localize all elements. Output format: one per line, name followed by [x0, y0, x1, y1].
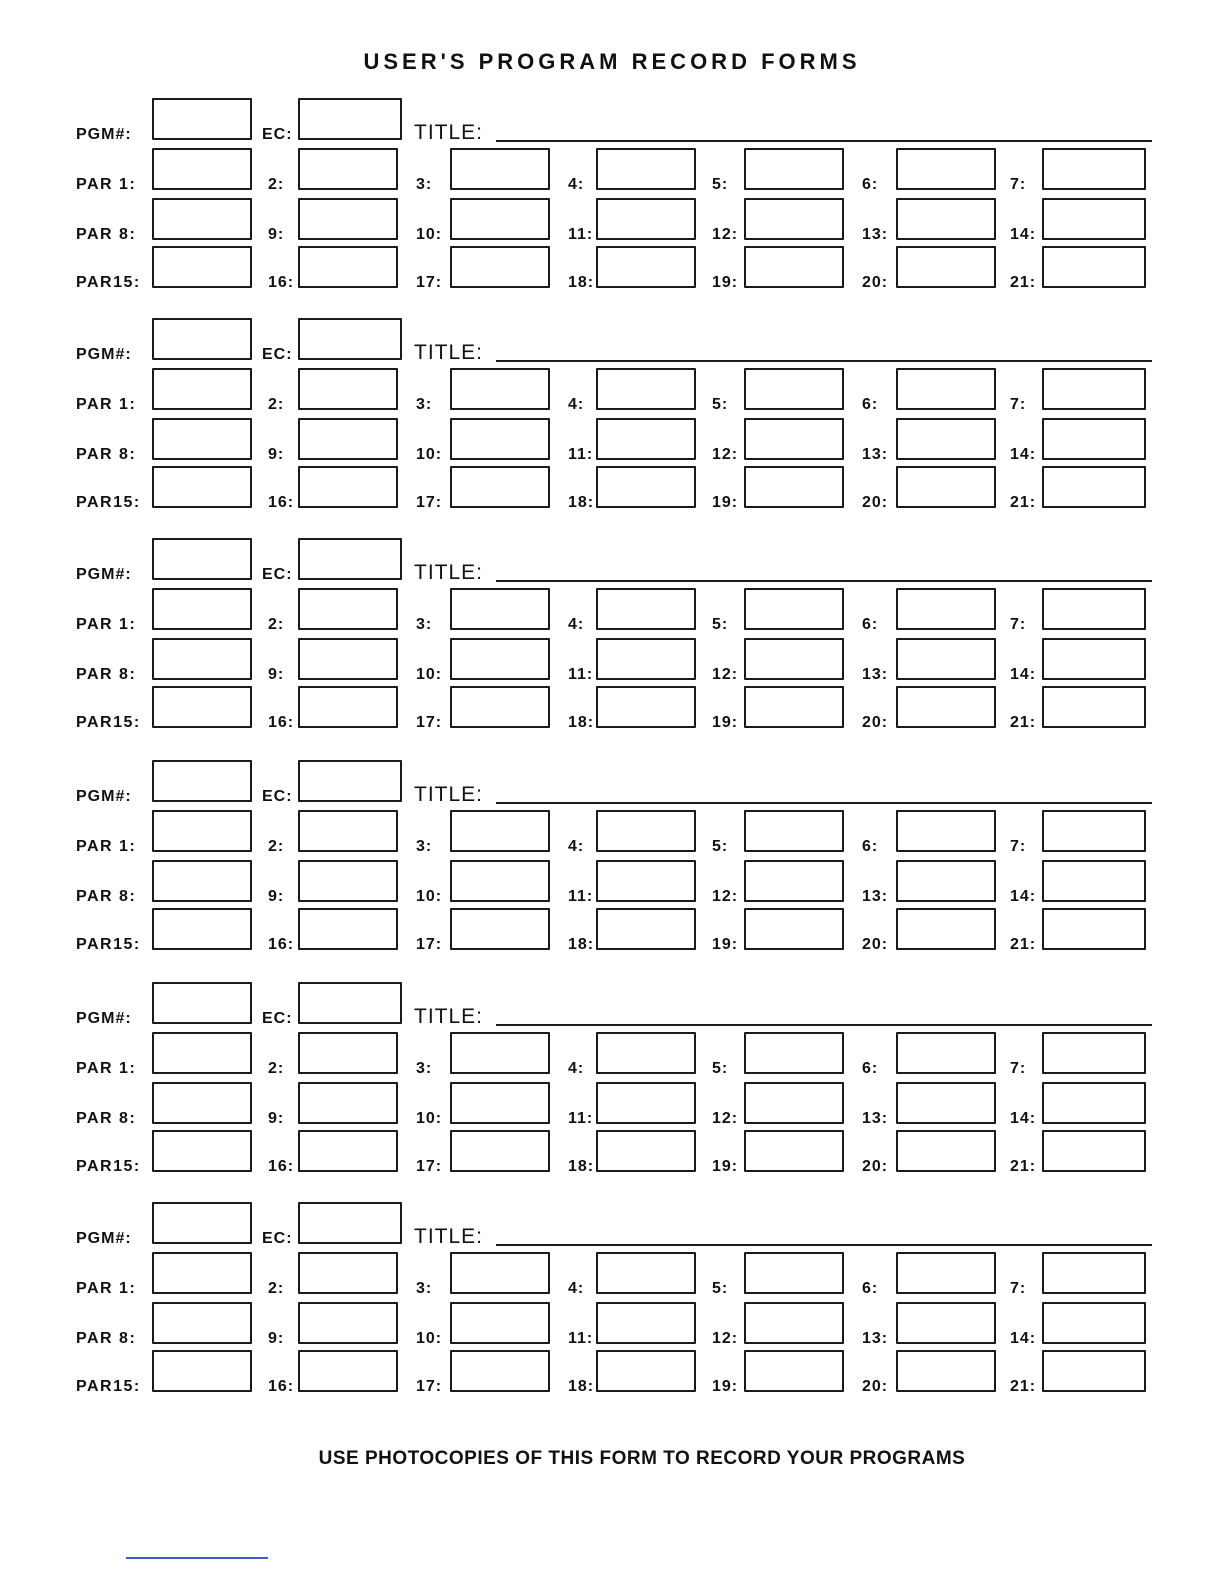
param-field[interactable]: [744, 148, 844, 190]
param-field[interactable]: [1042, 588, 1146, 630]
param-label: 20:: [862, 494, 889, 511]
param-field[interactable]: [896, 860, 996, 902]
param-label: 20:: [862, 1378, 889, 1395]
param-field[interactable]: [896, 368, 996, 410]
program-block: [0, 318, 1224, 518]
param-field[interactable]: [896, 466, 996, 508]
pgm-number-label: PGM#:: [76, 346, 132, 363]
param-label: 21:: [1010, 494, 1037, 511]
pgm-number-label: PGM#:: [76, 566, 132, 583]
title-field[interactable]: [496, 1024, 1152, 1026]
program-block: [0, 760, 1224, 960]
param-label: PAR 8:: [76, 888, 137, 905]
param-field[interactable]: [744, 1350, 844, 1392]
param-field[interactable]: [596, 1302, 696, 1344]
param-label: PAR15:: [76, 714, 141, 731]
param-label: PAR15:: [76, 1378, 141, 1395]
param-field[interactable]: [152, 638, 252, 680]
param-label: PAR 1:: [76, 838, 137, 855]
param-field[interactable]: [596, 908, 696, 950]
param-field[interactable]: [744, 588, 844, 630]
param-label: 18:: [568, 494, 595, 511]
param-label: 4:: [568, 176, 585, 193]
param-field[interactable]: [896, 1302, 996, 1344]
param-label: PAR 8:: [76, 446, 137, 463]
param-field[interactable]: [896, 1252, 996, 1294]
ec-field[interactable]: [298, 760, 402, 802]
param-label: 10:: [416, 666, 443, 683]
param-field[interactable]: [744, 638, 844, 680]
param-label: PAR 1:: [76, 1280, 137, 1297]
param-label: 3:: [416, 176, 433, 193]
param-label: 20:: [862, 714, 889, 731]
param-field[interactable]: [744, 860, 844, 902]
param-label: 18:: [568, 936, 595, 953]
footer-instruction: USE PHOTOCOPIES OF THIS FORM TO RECORD YOUR PROGRAMS: [318, 1448, 966, 1469]
param-field[interactable]: [298, 686, 398, 728]
param-field[interactable]: [298, 1082, 398, 1124]
param-label: 20:: [862, 1158, 889, 1175]
param-label: 2:: [268, 396, 285, 413]
param-field[interactable]: [744, 246, 844, 288]
param-field[interactable]: [152, 908, 252, 950]
pgm-number-field[interactable]: [152, 1202, 252, 1244]
param-label: 3:: [416, 616, 433, 633]
param-label: 6:: [862, 838, 879, 855]
param-field[interactable]: [744, 1130, 844, 1172]
param-field[interactable]: [596, 198, 696, 240]
param-field[interactable]: [744, 810, 844, 852]
param-label: 21:: [1010, 1378, 1037, 1395]
param-label: 20:: [862, 936, 889, 953]
param-field[interactable]: [896, 1130, 996, 1172]
param-label: 5:: [712, 176, 729, 193]
param-field[interactable]: [1042, 148, 1146, 190]
title-label: TITLE:: [414, 783, 484, 806]
param-field[interactable]: [298, 466, 398, 508]
param-field[interactable]: [450, 246, 550, 288]
param-label: 6:: [862, 1280, 879, 1297]
param-label: PAR15:: [76, 494, 141, 511]
param-field[interactable]: [744, 368, 844, 410]
pgm-number-label: PGM#:: [76, 788, 132, 805]
param-label: 17:: [416, 714, 443, 731]
param-label: 12:: [712, 666, 739, 683]
param-label: 10:: [416, 226, 443, 243]
param-label: 3:: [416, 396, 433, 413]
param-label: 16:: [268, 274, 295, 291]
param-field[interactable]: [1042, 860, 1146, 902]
param-label: 10:: [416, 446, 443, 463]
param-label: PAR 8:: [76, 226, 137, 243]
title-field[interactable]: [496, 360, 1152, 362]
param-label: PAR15:: [76, 274, 141, 291]
title-label: TITLE:: [414, 121, 484, 144]
param-label: 11:: [568, 1110, 594, 1127]
param-field[interactable]: [744, 1252, 844, 1294]
param-field[interactable]: [896, 810, 996, 852]
param-label: 18:: [568, 714, 595, 731]
ec-label: EC:: [262, 1230, 293, 1247]
title-label: TITLE:: [414, 1225, 484, 1248]
param-field[interactable]: [450, 1350, 550, 1392]
param-label: 5:: [712, 1060, 729, 1077]
param-field[interactable]: [1042, 810, 1146, 852]
param-field[interactable]: [298, 588, 398, 630]
param-field[interactable]: [596, 368, 696, 410]
param-field[interactable]: [298, 810, 398, 852]
param-field[interactable]: [1042, 1082, 1146, 1124]
param-label: 7:: [1010, 616, 1027, 633]
param-label: 12:: [712, 1110, 739, 1127]
param-label: 5:: [712, 616, 729, 633]
pgm-number-field[interactable]: [152, 538, 252, 580]
param-field[interactable]: [298, 860, 398, 902]
ec-label: EC:: [262, 346, 293, 363]
param-field[interactable]: [596, 588, 696, 630]
ec-label: EC:: [262, 126, 293, 143]
param-label: 18:: [568, 274, 595, 291]
title-label: TITLE:: [414, 341, 484, 364]
param-label: 19:: [712, 274, 739, 291]
param-field[interactable]: [450, 198, 550, 240]
ec-field[interactable]: [298, 982, 402, 1024]
pgm-number-label: PGM#:: [76, 1230, 132, 1247]
pgm-number-label: PGM#:: [76, 1010, 132, 1027]
param-label: 2:: [268, 1280, 285, 1297]
footer-rule: [126, 1557, 268, 1559]
param-label: 5:: [712, 396, 729, 413]
param-field[interactable]: [298, 1130, 398, 1172]
param-label: 16:: [268, 1158, 295, 1175]
param-field[interactable]: [896, 588, 996, 630]
pgm-number-label: PGM#:: [76, 126, 132, 143]
param-field[interactable]: [450, 588, 550, 630]
param-field[interactable]: [596, 1032, 696, 1074]
param-field[interactable]: [298, 418, 398, 460]
param-label: PAR15:: [76, 1158, 141, 1175]
param-label: 16:: [268, 936, 295, 953]
param-label: 13:: [862, 1330, 889, 1347]
param-field[interactable]: [1042, 1350, 1146, 1392]
param-field[interactable]: [896, 638, 996, 680]
param-field[interactable]: [1042, 638, 1146, 680]
param-field[interactable]: [1042, 368, 1146, 410]
param-field[interactable]: [596, 148, 696, 190]
param-label: 14:: [1010, 226, 1037, 243]
param-label: 13:: [862, 446, 889, 463]
param-field[interactable]: [298, 198, 398, 240]
param-label: 4:: [568, 1280, 585, 1297]
ec-field[interactable]: [298, 318, 402, 360]
param-label: PAR 1:: [76, 396, 137, 413]
param-label: 10:: [416, 1330, 443, 1347]
param-field[interactable]: [152, 1302, 252, 1344]
param-field[interactable]: [152, 148, 252, 190]
param-label: 14:: [1010, 446, 1037, 463]
param-label: 12:: [712, 888, 739, 905]
param-field[interactable]: [152, 246, 252, 288]
param-label: 2:: [268, 616, 285, 633]
param-label: 19:: [712, 936, 739, 953]
param-label: 17:: [416, 494, 443, 511]
param-field[interactable]: [450, 638, 550, 680]
param-field[interactable]: [1042, 1302, 1146, 1344]
param-label: 21:: [1010, 714, 1037, 731]
param-field[interactable]: [596, 466, 696, 508]
param-field[interactable]: [450, 908, 550, 950]
param-label: 4:: [568, 616, 585, 633]
param-field[interactable]: [1042, 1130, 1146, 1172]
param-label: 14:: [1010, 666, 1037, 683]
param-label: 9:: [268, 446, 285, 463]
title-field[interactable]: [496, 1244, 1152, 1246]
param-field[interactable]: [896, 908, 996, 950]
param-field[interactable]: [152, 1252, 252, 1294]
param-label: 11:: [568, 1330, 594, 1347]
param-field[interactable]: [450, 1082, 550, 1124]
program-block: [0, 1202, 1224, 1402]
param-label: 14:: [1010, 1330, 1037, 1347]
param-field[interactable]: [1042, 466, 1146, 508]
param-label: PAR 8:: [76, 1330, 137, 1347]
pgm-number-field[interactable]: [152, 982, 252, 1024]
param-field[interactable]: [152, 860, 252, 902]
param-label: 17:: [416, 1378, 443, 1395]
param-field[interactable]: [896, 148, 996, 190]
param-field[interactable]: [152, 466, 252, 508]
pgm-number-field[interactable]: [152, 760, 252, 802]
title-field[interactable]: [496, 580, 1152, 582]
param-field[interactable]: [450, 860, 550, 902]
param-field[interactable]: [744, 198, 844, 240]
param-label: 3:: [416, 1280, 433, 1297]
param-label: 6:: [862, 616, 879, 633]
param-field[interactable]: [152, 1082, 252, 1124]
param-label: PAR 8:: [76, 666, 137, 683]
param-field[interactable]: [298, 1252, 398, 1294]
param-label: 12:: [712, 446, 739, 463]
param-field[interactable]: [298, 1302, 398, 1344]
param-field[interactable]: [596, 1130, 696, 1172]
param-field[interactable]: [152, 198, 252, 240]
param-label: 11:: [568, 226, 594, 243]
param-label: PAR 8:: [76, 1110, 137, 1127]
param-label: 11:: [568, 888, 594, 905]
param-label: 13:: [862, 226, 889, 243]
param-label: 19:: [712, 494, 739, 511]
title-field[interactable]: [496, 140, 1152, 142]
ec-field[interactable]: [298, 98, 402, 140]
param-field[interactable]: [450, 148, 550, 190]
param-field[interactable]: [450, 418, 550, 460]
param-label: 7:: [1010, 838, 1027, 855]
param-field[interactable]: [298, 1032, 398, 1074]
param-label: 4:: [568, 1060, 585, 1077]
param-field[interactable]: [596, 638, 696, 680]
param-label: 9:: [268, 226, 285, 243]
param-field[interactable]: [450, 368, 550, 410]
param-field[interactable]: [152, 686, 252, 728]
param-field[interactable]: [896, 1082, 996, 1124]
param-label: 16:: [268, 1378, 295, 1395]
param-field[interactable]: [896, 1032, 996, 1074]
param-field[interactable]: [298, 638, 398, 680]
param-label: 6:: [862, 1060, 879, 1077]
param-field[interactable]: [152, 810, 252, 852]
param-label: 17:: [416, 936, 443, 953]
param-label: 13:: [862, 888, 889, 905]
param-label: 19:: [712, 1378, 739, 1395]
param-field[interactable]: [298, 148, 398, 190]
param-label: 19:: [712, 714, 739, 731]
param-label: 13:: [862, 666, 889, 683]
param-label: 14:: [1010, 888, 1037, 905]
param-field[interactable]: [744, 908, 844, 950]
param-field[interactable]: [450, 810, 550, 852]
param-label: 2:: [268, 176, 285, 193]
param-field[interactable]: [744, 1302, 844, 1344]
param-field[interactable]: [744, 1032, 844, 1074]
param-label: 12:: [712, 226, 739, 243]
pgm-number-field[interactable]: [152, 318, 252, 360]
ec-label: EC:: [262, 566, 293, 583]
param-field[interactable]: [1042, 686, 1146, 728]
param-label: PAR 1:: [76, 1060, 137, 1077]
param-label: 4:: [568, 838, 585, 855]
param-field[interactable]: [152, 1130, 252, 1172]
param-label: PAR15:: [76, 936, 141, 953]
param-field[interactable]: [152, 1032, 252, 1074]
pgm-number-field[interactable]: [152, 98, 252, 140]
ec-label: EC:: [262, 788, 293, 805]
ec-label: EC:: [262, 1010, 293, 1027]
param-label: 12:: [712, 1330, 739, 1347]
param-field[interactable]: [744, 686, 844, 728]
param-label: 21:: [1010, 274, 1037, 291]
param-label: 9:: [268, 1110, 285, 1127]
program-block: [0, 982, 1224, 1182]
param-field[interactable]: [896, 198, 996, 240]
param-label: 16:: [268, 714, 295, 731]
param-field[interactable]: [896, 246, 996, 288]
param-label: 14:: [1010, 1110, 1037, 1127]
param-label: 19:: [712, 1158, 739, 1175]
param-label: 10:: [416, 1110, 443, 1127]
title-label: TITLE:: [414, 561, 484, 584]
param-field[interactable]: [896, 418, 996, 460]
param-label: 17:: [416, 274, 443, 291]
param-label: 2:: [268, 1060, 285, 1077]
param-label: 3:: [416, 838, 433, 855]
param-label: 5:: [712, 1280, 729, 1297]
param-label: 9:: [268, 888, 285, 905]
param-field[interactable]: [450, 466, 550, 508]
param-field[interactable]: [450, 686, 550, 728]
param-label: 6:: [862, 176, 879, 193]
param-label: PAR 1:: [76, 616, 137, 633]
param-label: 7:: [1010, 1060, 1027, 1077]
form-header-title: USER'S PROGRAM RECORD FORMS: [363, 49, 861, 70]
param-field[interactable]: [596, 246, 696, 288]
ec-field[interactable]: [298, 538, 402, 580]
param-label: 6:: [862, 396, 879, 413]
param-field[interactable]: [450, 1130, 550, 1172]
param-field[interactable]: [152, 368, 252, 410]
param-label: 17:: [416, 1158, 443, 1175]
program-block: [0, 98, 1224, 298]
param-field[interactable]: [896, 1350, 996, 1392]
param-field[interactable]: [1042, 198, 1146, 240]
param-label: 18:: [568, 1378, 595, 1395]
param-label: 13:: [862, 1110, 889, 1127]
param-field[interactable]: [1042, 246, 1146, 288]
param-label: 10:: [416, 888, 443, 905]
param-field[interactable]: [152, 418, 252, 460]
param-field[interactable]: [152, 1350, 252, 1392]
param-field[interactable]: [298, 908, 398, 950]
param-field[interactable]: [152, 588, 252, 630]
param-label: 3:: [416, 1060, 433, 1077]
param-label: 20:: [862, 274, 889, 291]
param-label: 11:: [568, 666, 594, 683]
param-field[interactable]: [596, 1350, 696, 1392]
param-label: 18:: [568, 1158, 595, 1175]
param-label: 21:: [1010, 1158, 1037, 1175]
param-label: 11:: [568, 446, 594, 463]
param-label: 5:: [712, 838, 729, 855]
program-block: [0, 538, 1224, 738]
param-field[interactable]: [298, 368, 398, 410]
param-field[interactable]: [1042, 1252, 1146, 1294]
param-field[interactable]: [744, 1082, 844, 1124]
param-field[interactable]: [596, 860, 696, 902]
param-label: 7:: [1010, 396, 1027, 413]
param-label: 9:: [268, 666, 285, 683]
param-field[interactable]: [596, 418, 696, 460]
param-label: 9:: [268, 1330, 285, 1347]
param-label: 2:: [268, 838, 285, 855]
param-label: 7:: [1010, 1280, 1027, 1297]
param-label: 7:: [1010, 176, 1027, 193]
param-field[interactable]: [298, 246, 398, 288]
param-field[interactable]: [596, 810, 696, 852]
ec-field[interactable]: [298, 1202, 402, 1244]
param-field[interactable]: [450, 1302, 550, 1344]
param-field[interactable]: [450, 1252, 550, 1294]
title-label: TITLE:: [414, 1005, 484, 1028]
param-field[interactable]: [896, 686, 996, 728]
param-field[interactable]: [1042, 908, 1146, 950]
param-label: 4:: [568, 396, 585, 413]
param-field[interactable]: [298, 1350, 398, 1392]
param-field[interactable]: [596, 1082, 696, 1124]
title-field[interactable]: [496, 802, 1152, 804]
param-field[interactable]: [744, 466, 844, 508]
param-label: 16:: [268, 494, 295, 511]
param-field[interactable]: [450, 1032, 550, 1074]
param-field[interactable]: [596, 686, 696, 728]
param-label: 21:: [1010, 936, 1037, 953]
param-field[interactable]: [744, 418, 844, 460]
param-label: PAR 1:: [76, 176, 137, 193]
param-field[interactable]: [1042, 1032, 1146, 1074]
param-field[interactable]: [596, 1252, 696, 1294]
param-field[interactable]: [1042, 418, 1146, 460]
